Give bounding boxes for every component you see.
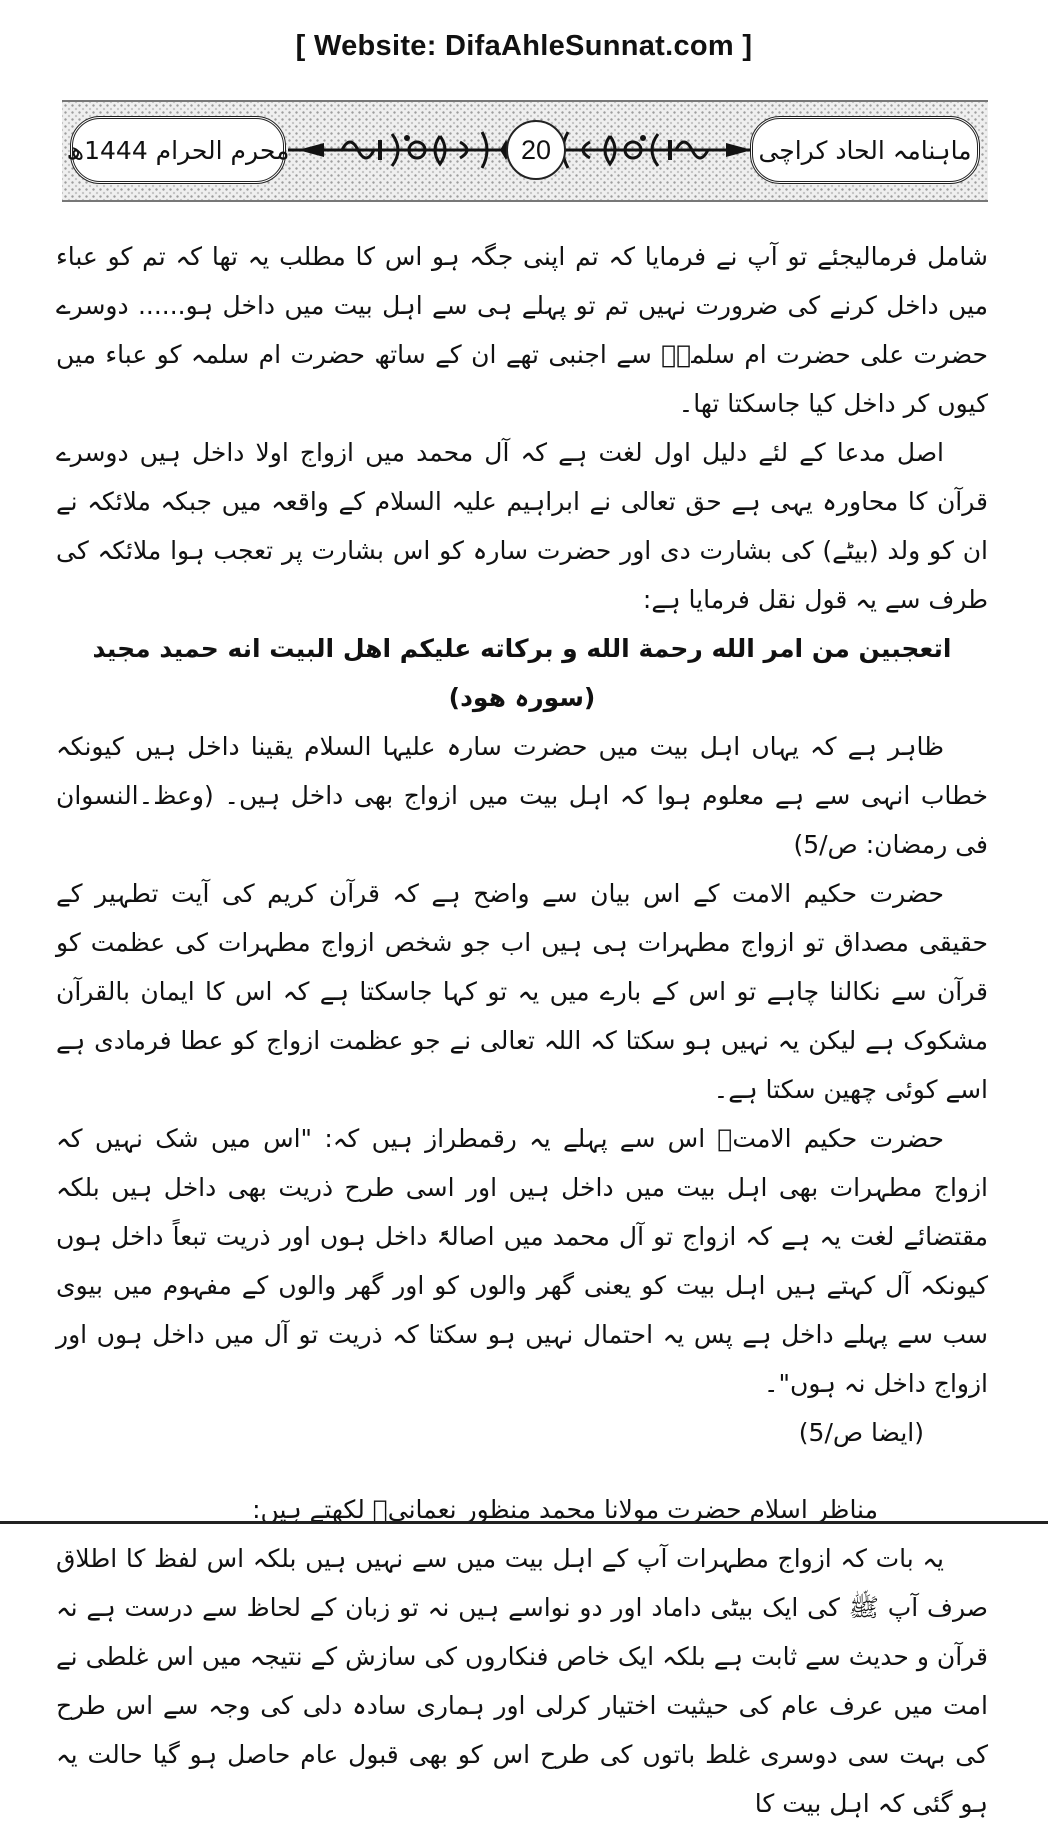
paragraph-3: ظاہر ہے کہ یہاں اہل بیت میں حضرت سارہ علیہا السلام یقینا داخل ہیں کیونکہ خطاب انہی سے ہے معلوم ہوا کہ اہل بیت میں ازواج بھی داخل ہیں۔ (وعظ۔النسوان فی رمضان: ص/5) <box>56 732 988 859</box>
page-number-badge <box>506 120 566 180</box>
website-banner: [ Website: DifaAhleSunnat.com ] <box>295 30 753 62</box>
paragraph-5: حضرت حکیم الامتؒ اس سے پہلے یہ رقمطراز ہیں کہ: "اس میں شک نہیں کہ ازواج مطہرات بھی اہل بیت میں داخل ہیں اور اسی طرح ذریت بھی داخل ہیں بلکہ مقتضائے لغت یہ ہے کہ ازواج تو آل محمد میں اصالۃً داخل ہوں اور ذریت تبعاً داخل ہوں کیونکہ آل کہتے ہیں اہل بیت کو یعنی گھر والوں کو اور گھر والوں کے مفہوم میں بیوی سب سے پہلے داخل ہے پس یہ احتمال نہیں ہو سکتا کہ ذریت تو آل میں داخل ہوں اور ازواج داخل نہ ہوں"۔ <box>56 1124 988 1398</box>
issue-date: محرم الحرام 1444ھ <box>66 135 290 165</box>
magazine-title: ماہنامہ الحاد کراچی <box>758 135 972 165</box>
section-intro: مناظر اسلام حضرت مولانا محمد منظور نعمانیؒ لکھتے ہیں: <box>252 1495 878 1524</box>
paragraph-4: حضرت حکیم الامت کے اس بیان سے واضح ہے کہ قرآن کریم کی آیت تطہیر کے حقیقی مصداق تو ازواج مطہرات ہی ہیں اب جو شخص ازواج مطہرات کی عظمت کو قرآن سے نکالنا چاہے تو اس کے بارے میں یہ تو کہا جاسکتا ہے کہ اس کا ایمان بالقرآن مشکوک ہے لیکن یہ نہیں ہو سکتا کہ اللہ تعالی نے جو عظمت ازواج کو عطا فرمادی ہے اسے کوئی چھین سکتا ہے۔ <box>56 879 988 1104</box>
footer-divider <box>0 1521 1048 1524</box>
page-number: 20 <box>520 134 552 165</box>
paragraph-2: اصل مدعا کے لئے دلیل اول لغت ہے کہ آل محمد میں ازواج اولا داخل ہیں دوسرے قرآن کا محاورہ یہی ہے حق تعالی نے ابراہیم علیہ السلام کے واقعہ میں جبکہ ملائکہ نے ان کو ولد (بیٹے) کی بشارت دی اور حضرت سارہ کو اس بشارت پر تعجب ہوا ملائکہ کی طرف سے یہ قول نقل فرمایا ہے: <box>56 438 988 614</box>
article-body <box>56 232 988 1828</box>
issue-date-cartouche <box>66 116 290 184</box>
citation: (ایضا ص/5) <box>798 1418 924 1447</box>
paragraph-6: یہ بات کہ ازواج مطہرات آپ کے اہل بیت میں سے نہیں ہیں بلکہ اس لفظ کا اطلاق صرف آپ ﷺ کی ایک بیٹی داماد اور دو نواسے ہیں نہ تو زبان کے لحاظ سے درست ہے نہ قرآن و حدیث سے ثابت ہے بلکہ ایک خاص فنکاروں کی سازش کے نتیجہ میں اس غلطی نے امت میں عرف عام کی حیثیت اختیار کرلی اور ہماری سادہ دلی کی وجہ سے اس طرح کی بہت سی دوسری غلط باتوں کی طرح اس کو بھی قبول عام حاصل ہو گیا حالت یہ ہو گئی کہ اہل بیت کا <box>56 1544 988 1818</box>
magazine-title-cartouche <box>750 116 980 184</box>
page-header <box>62 100 988 202</box>
paragraph-1: شامل فرمالیجئے تو آپ نے فرمایا کہ تم اپنی جگہ ہو اس کا مطلب یہ تھا کہ تم کو عباء میں داخل کرنے کی ضرورت نہیں تم تو پہلے ہی سے اہل بیت میں داخل ہو...... دوسرے حضرت علی حضرت ام سلمہؓ سے اجنبی تھے ان کے ساتھ حضرت ام سلمہ کو عباء میں کیوں کر داخل کیا جاسکتا تھا۔ <box>56 242 988 418</box>
quranic-verse: اتعجبین من امر الله رحمة الله و بركاته عليكم اهل البيت انه حميد مجيد (سورہ ھود) <box>92 634 952 712</box>
